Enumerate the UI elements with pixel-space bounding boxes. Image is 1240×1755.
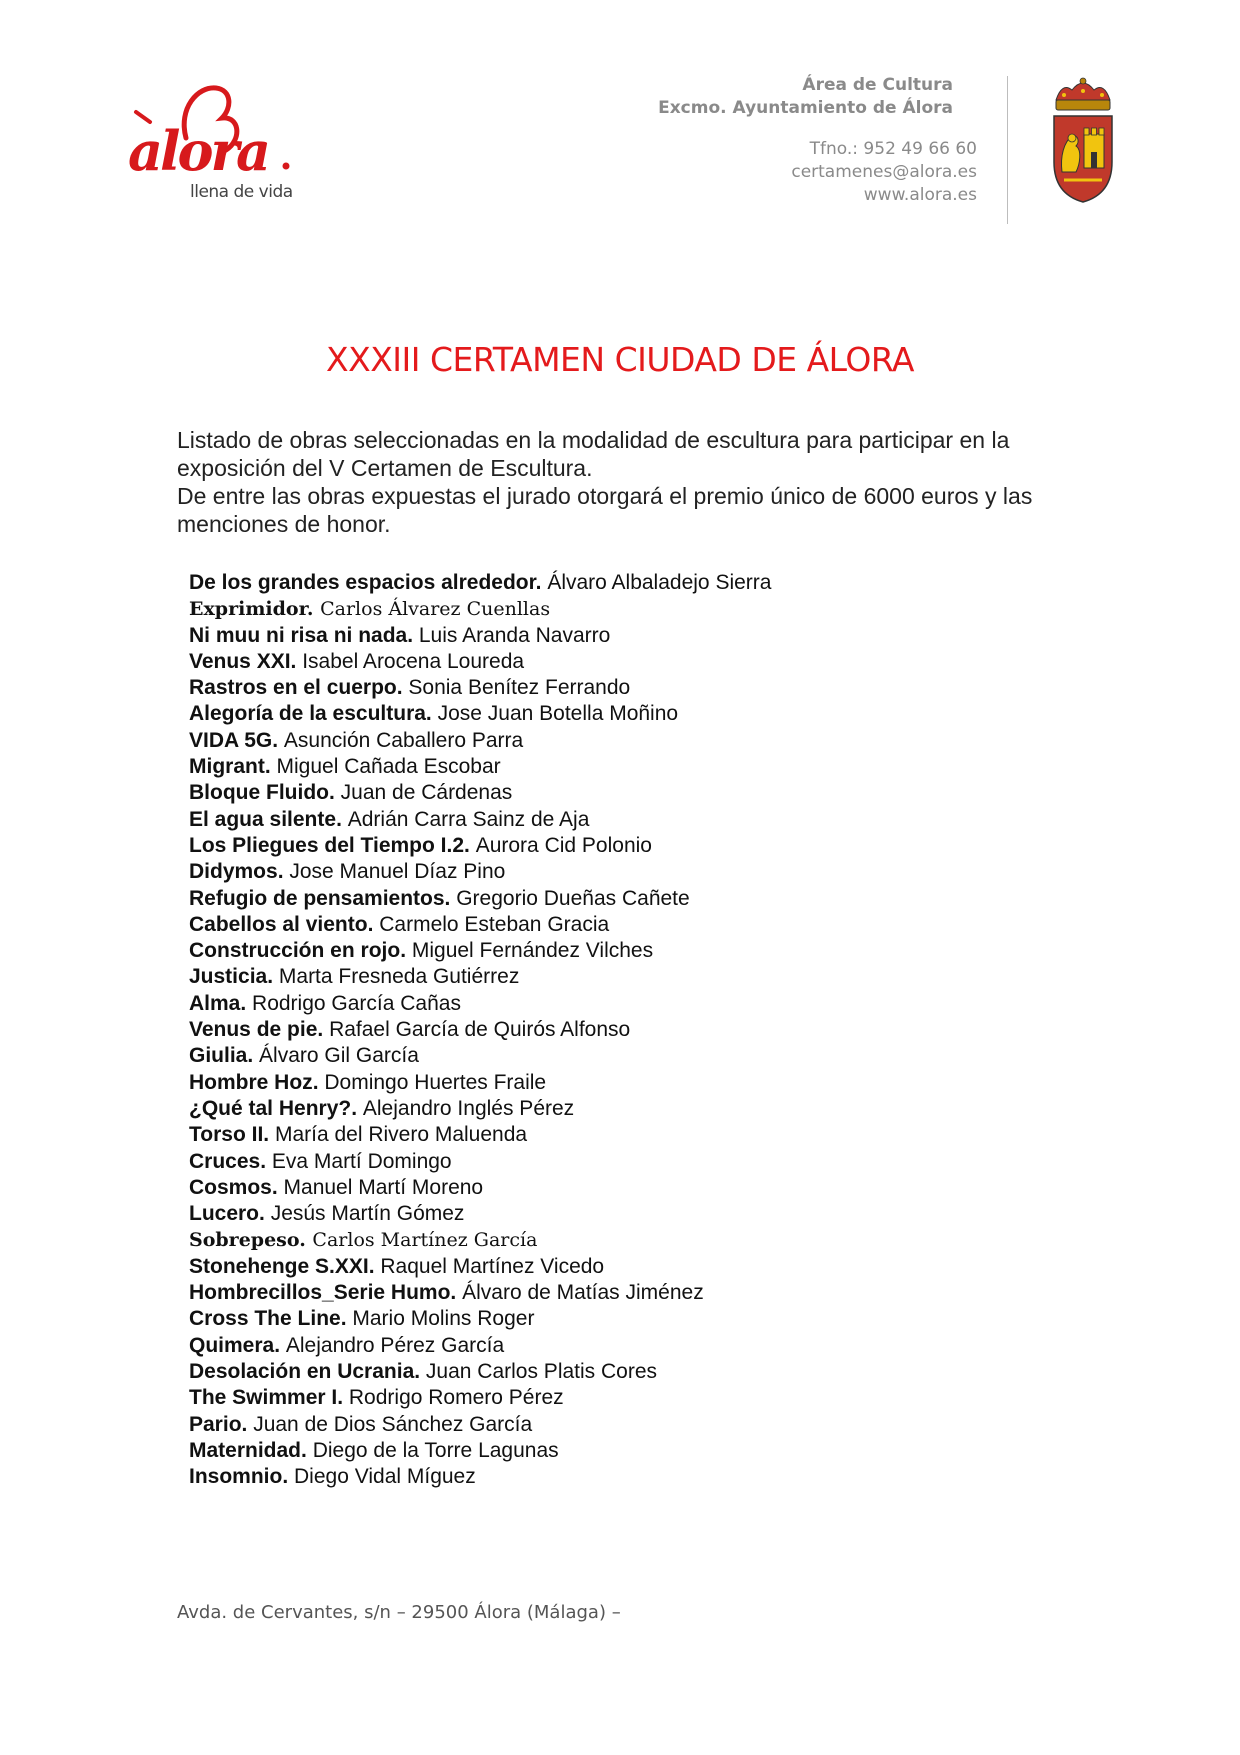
list-item bbox=[189, 1254, 1089, 1280]
list-item bbox=[189, 1280, 1089, 1306]
author-name: Carmelo Esteban Gracia bbox=[379, 912, 610, 936]
title-separator: . bbox=[271, 1175, 284, 1199]
work-title: Venus XXI bbox=[189, 649, 291, 673]
list-item bbox=[189, 701, 1089, 727]
list-item bbox=[189, 1333, 1089, 1359]
author-name: Domingo Huertes Fraile bbox=[324, 1070, 547, 1094]
author-name: Miguel Cañada Escobar bbox=[276, 755, 501, 779]
work-title: Refugio de pensamientos bbox=[189, 886, 445, 910]
work-title: Alma bbox=[189, 991, 241, 1015]
title-separator: . bbox=[368, 1254, 381, 1278]
list-item bbox=[189, 964, 1089, 990]
department-name: Área de Cultura bbox=[802, 75, 953, 95]
author-name: Álvaro Albaladejo Sierra bbox=[547, 571, 772, 594]
list-item bbox=[189, 991, 1089, 1017]
author-name: Jesús Martín Gómez bbox=[270, 1202, 465, 1226]
title-separator: . bbox=[241, 1412, 254, 1436]
title-separator: . bbox=[425, 702, 438, 726]
title-separator: . bbox=[396, 676, 409, 700]
work-title: Alegoría de la escultura bbox=[189, 702, 426, 726]
intro-paragraph-2: De entre las obras expuestas el jurado otorgará el premio único de 6000 euros y las menciones de honor. bbox=[177, 483, 1033, 537]
list-item bbox=[189, 1227, 1089, 1253]
author-name: Alejandro Pérez García bbox=[285, 1333, 505, 1357]
coat-of-arms-icon bbox=[1050, 76, 1116, 204]
title-separator: . bbox=[312, 1070, 325, 1094]
list-item bbox=[189, 675, 1089, 701]
page-title: XXXIII CERTAMEN CIUDAD DE ÁLORA bbox=[325, 340, 914, 379]
work-title: Quimera bbox=[189, 1333, 275, 1357]
author-name: Diego Vidal Míguez bbox=[294, 1465, 476, 1489]
contact-info bbox=[791, 138, 977, 207]
title-separator: . bbox=[263, 1123, 275, 1147]
author-name: Miguel Fernández Vilches bbox=[411, 939, 654, 963]
list-item bbox=[189, 649, 1089, 675]
work-title: Hombre Hoz bbox=[189, 1070, 313, 1094]
list-item bbox=[189, 623, 1089, 649]
list-item bbox=[189, 807, 1089, 833]
institution-name: Excmo. Ayuntamiento de Álora bbox=[658, 98, 953, 118]
logo-tagline: llena de vida bbox=[190, 182, 293, 202]
author-name: María del Rivero Maluenda bbox=[274, 1123, 528, 1147]
list-item bbox=[189, 1464, 1089, 1490]
list-item bbox=[189, 1438, 1089, 1464]
work-title: The Swimmer I bbox=[189, 1386, 338, 1410]
author-name: Raquel Martínez Vicedo bbox=[380, 1254, 605, 1278]
title-separator: . bbox=[247, 1044, 260, 1068]
header-divider bbox=[1007, 76, 1008, 224]
work-title: De los grandes espacios alrededor bbox=[189, 571, 536, 594]
work-title: Torso II bbox=[189, 1123, 264, 1147]
title-separator: . bbox=[351, 1096, 363, 1120]
list-item bbox=[189, 1043, 1089, 1069]
title-separator: . bbox=[259, 1202, 271, 1226]
work-title: El agua silente bbox=[189, 807, 337, 831]
title-separator: . bbox=[414, 1359, 426, 1383]
work-title: Pario bbox=[189, 1412, 242, 1436]
list-item bbox=[189, 886, 1089, 912]
work-title: Ni muu ni risa ni nada bbox=[189, 623, 408, 647]
list-item bbox=[189, 1385, 1089, 1411]
work-title: VIDA 5G bbox=[189, 728, 273, 752]
title-separator: . bbox=[277, 860, 290, 884]
work-title: Construcción en rojo bbox=[189, 939, 401, 963]
alora-logo bbox=[128, 78, 298, 208]
title-separator: . bbox=[240, 991, 253, 1015]
work-title: Insomnio bbox=[189, 1465, 283, 1489]
list-item bbox=[189, 1175, 1089, 1201]
author-name: Carlos Martínez García bbox=[312, 1229, 538, 1252]
list-item bbox=[189, 728, 1089, 754]
author-name: Rodrigo Romero Pérez bbox=[348, 1386, 564, 1410]
author-name: Álvaro Gil García bbox=[259, 1044, 419, 1068]
title-separator: . bbox=[317, 1018, 330, 1042]
title-separator: . bbox=[301, 1438, 313, 1462]
work-title: Bloque Fluido bbox=[189, 781, 329, 805]
work-title: Cruces bbox=[189, 1149, 261, 1173]
work-title: Rastros en el cuerpo bbox=[189, 676, 397, 700]
list-item bbox=[189, 1201, 1089, 1227]
intro-paragraph-1: Listado de obras seleccionadas en la modalidad de escultura para participar en la exposición del V Certamen de Escultura. bbox=[177, 427, 1010, 481]
title-separator: . bbox=[299, 1229, 313, 1252]
alora-logo-mark bbox=[128, 78, 298, 188]
author-name: Gregorio Dueñas Cañete bbox=[456, 886, 690, 910]
author-name: Eva Martí Domingo bbox=[271, 1149, 452, 1173]
list-item bbox=[189, 1017, 1089, 1043]
title-separator: . bbox=[444, 886, 457, 910]
author-name: Carlos Álvarez Cuenllas bbox=[320, 598, 551, 621]
list-item bbox=[189, 570, 1089, 596]
work-title: Didymos bbox=[189, 860, 278, 884]
author-name: Rodrigo García Cañas bbox=[252, 991, 461, 1015]
list-item bbox=[189, 1359, 1089, 1385]
header-department-block bbox=[658, 74, 953, 120]
title-separator: . bbox=[407, 623, 419, 647]
list-item bbox=[189, 912, 1089, 938]
title-separator: . bbox=[267, 965, 279, 989]
author-name: Rafael García de Quirós Alfonso bbox=[329, 1018, 631, 1042]
author-name: Marta Fresneda Gutiérrez bbox=[278, 965, 520, 989]
title-separator: . bbox=[337, 1386, 349, 1410]
author-name: Sonia Benítez Ferrando bbox=[408, 676, 631, 700]
work-title: Los Pliegues del Tiempo I.2 bbox=[189, 833, 465, 857]
list-item bbox=[189, 754, 1089, 780]
title-separator: . bbox=[400, 939, 412, 963]
title-separator: . bbox=[464, 833, 476, 857]
work-title: Lucero bbox=[189, 1202, 260, 1226]
author-name: Aurora Cid Polonio bbox=[475, 833, 652, 857]
list-item bbox=[189, 938, 1089, 964]
title-separator: . bbox=[274, 1333, 286, 1357]
author-name: Manuel Martí Moreno bbox=[283, 1175, 484, 1199]
title-separator: . bbox=[328, 781, 341, 805]
work-title: Sobrepeso bbox=[189, 1229, 300, 1252]
work-title: Exprimidor bbox=[189, 598, 307, 621]
list-item bbox=[189, 1149, 1089, 1175]
list-item bbox=[189, 1412, 1089, 1438]
selected-works-list bbox=[189, 570, 1089, 1490]
footer-address: Avda. de Cervantes, s/n – 29500 Álora (Málaga) – bbox=[177, 1602, 621, 1623]
title-separator: . bbox=[535, 571, 548, 594]
author-name: Asunción Caballero Parra bbox=[283, 728, 524, 752]
work-title: Stonehenge S.XXI bbox=[189, 1254, 369, 1278]
work-title: Cosmos bbox=[189, 1175, 272, 1199]
author-name: Jose Manuel Díaz Pino bbox=[289, 860, 506, 884]
work-title: Cross The Line bbox=[189, 1307, 341, 1331]
work-title: Justicia bbox=[189, 965, 268, 989]
work-title: Giulia bbox=[189, 1044, 248, 1068]
title-separator: . bbox=[367, 912, 380, 936]
work-title: Cabellos al viento bbox=[189, 912, 368, 936]
title-separator: . bbox=[336, 807, 348, 831]
title-separator: . bbox=[290, 649, 303, 673]
author-name: Adrián Carra Sainz de Aja bbox=[347, 807, 590, 831]
author-name: Mario Molins Roger bbox=[352, 1307, 535, 1331]
svg-text:alora: alora bbox=[128, 119, 268, 183]
website-link[interactable]: www.alora.es bbox=[863, 185, 977, 205]
phone-number: Tfno.: 952 49 66 60 bbox=[809, 139, 977, 159]
author-name: Luis Aranda Navarro bbox=[418, 623, 611, 647]
title-separator: . bbox=[450, 1281, 463, 1305]
author-name: Diego de la Torre Lagunas bbox=[312, 1438, 559, 1462]
work-title: Hombrecillos_Serie Humo bbox=[189, 1281, 451, 1305]
title-separator: . bbox=[272, 728, 284, 752]
author-name: Jose Juan Botella Moñino bbox=[437, 702, 679, 726]
author-name: Alejandro Inglés Pérez bbox=[362, 1096, 575, 1120]
list-item bbox=[189, 1306, 1089, 1332]
list-item bbox=[189, 859, 1089, 885]
title-separator: . bbox=[260, 1149, 272, 1173]
list-item bbox=[189, 833, 1089, 859]
list-item bbox=[189, 780, 1089, 806]
work-title: Maternidad bbox=[189, 1438, 302, 1462]
intro-text bbox=[177, 426, 1087, 538]
title-separator: . bbox=[264, 755, 277, 779]
author-name: Álvaro de Matías Jiménez bbox=[462, 1281, 704, 1305]
author-name: Isabel Arocena Loureda bbox=[302, 649, 525, 673]
work-title: Migrant bbox=[189, 755, 265, 779]
work-title: Desolación en Ucrania bbox=[189, 1359, 415, 1383]
title-separator: . bbox=[306, 598, 321, 621]
author-name: Juan Carlos Platis Cores bbox=[425, 1359, 658, 1383]
list-item bbox=[189, 596, 1089, 622]
email-link[interactable]: certamenes@alora.es bbox=[791, 162, 977, 182]
list-item bbox=[189, 1122, 1089, 1148]
work-title: ¿Qué tal Henry? bbox=[189, 1096, 352, 1120]
work-title: Venus de pie bbox=[189, 1018, 318, 1042]
author-name: Juan de Dios Sánchez García bbox=[253, 1412, 533, 1436]
list-item bbox=[189, 1096, 1089, 1122]
author-name: Juan de Cárdenas bbox=[340, 781, 513, 805]
title-separator: . bbox=[340, 1307, 353, 1331]
list-item bbox=[189, 1070, 1089, 1096]
title-separator: . bbox=[282, 1465, 295, 1489]
